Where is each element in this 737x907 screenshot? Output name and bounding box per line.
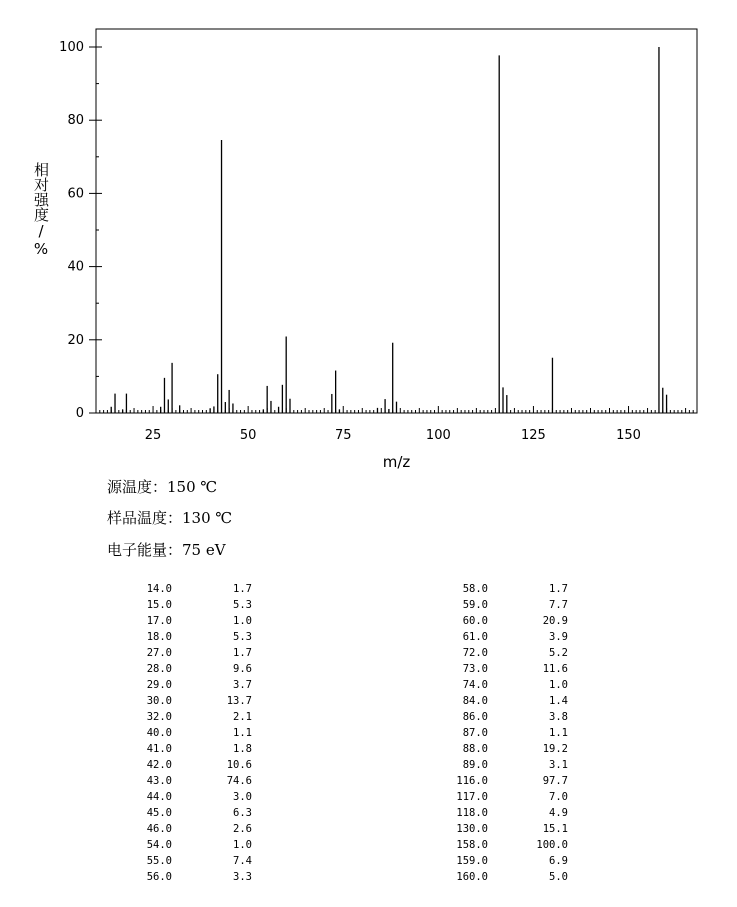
peak-mz: 43.0 (146, 775, 172, 787)
peak-abundance: 5.2 (549, 647, 568, 659)
peak-abundance: 1.7 (549, 583, 568, 595)
peak-abundance: 3.7 (233, 679, 252, 691)
sample-temperature: 样品温度：130 ℃ (107, 509, 233, 527)
peak-mz: 84.0 (462, 695, 488, 707)
peak-mz: 55.0 (146, 855, 172, 867)
peak-abundance: 7.4 (233, 855, 252, 867)
peak-mz: 158.0 (456, 839, 488, 851)
peak-abundance: 20.9 (542, 615, 568, 627)
peak-mz: 116.0 (456, 775, 488, 787)
peak-mz: 29.0 (146, 679, 172, 691)
peak-mz: 28.0 (146, 663, 172, 675)
y-tick-label: 0 (75, 406, 84, 421)
peak-mz: 130.0 (456, 823, 488, 835)
y-tick-label: 60 (67, 186, 84, 202)
peak-mz: 56.0 (146, 871, 172, 883)
y-tick-label: 40 (67, 259, 84, 275)
y-tick-label: 100 (59, 40, 84, 55)
peak-mz: 160.0 (456, 871, 488, 883)
peak-abundance: 11.6 (542, 663, 568, 675)
peak-mz: 60.0 (462, 615, 488, 627)
peak-abundance: 1.1 (233, 727, 252, 739)
peak-abundance: 6.3 (233, 807, 252, 819)
peak-mz: 87.0 (462, 727, 488, 739)
peak-abundance: 7.0 (549, 791, 568, 803)
peak-abundance: 97.7 (542, 775, 568, 787)
peak-mz: 40.0 (146, 727, 172, 739)
source-temperature: 源温度：150 ℃ (107, 478, 218, 496)
peak-mz: 118.0 (456, 807, 488, 819)
x-tick-label: 150 (616, 428, 641, 443)
peak-mz: 58.0 (462, 583, 488, 595)
peak-mz: 15.0 (146, 599, 172, 611)
electron-energy: 电子能量：75 eV (107, 541, 226, 559)
peak-abundance: 9.6 (233, 663, 252, 675)
y-axis-label: 相对强度/% (32, 162, 50, 258)
peak-abundance: 19.2 (542, 743, 568, 755)
peak-mz: 17.0 (146, 615, 172, 627)
peak-mz: 42.0 (146, 759, 172, 771)
peak-abundance: 2.1 (233, 711, 252, 723)
peak-abundance: 1.0 (549, 679, 568, 691)
peak-abundance: 100.0 (536, 839, 568, 851)
peak-mz: 59.0 (462, 599, 488, 611)
x-tick-label: 100 (425, 428, 451, 443)
x-tick-label: 125 (521, 428, 546, 443)
y-tick-label: 80 (67, 113, 84, 129)
peak-mz: 72.0 (462, 647, 488, 659)
peak-mz: 32.0 (146, 711, 172, 723)
peak-abundance: 13.7 (226, 695, 252, 707)
peak-mz: 44.0 (146, 791, 172, 803)
peak-mz: 14.0 (146, 583, 172, 595)
peak-abundance: 1.0 (233, 839, 252, 851)
peak-mz: 61.0 (462, 631, 488, 643)
peak-abundance: 10.6 (226, 759, 252, 771)
peak-abundance: 74.6 (226, 775, 252, 787)
peak-abundance: 3.3 (233, 871, 252, 883)
peak-mz: 88.0 (462, 743, 488, 755)
peak-mz: 54.0 (146, 839, 172, 851)
peak-abundance: 3.0 (233, 791, 252, 803)
peak-mz: 41.0 (146, 743, 172, 755)
peak-abundance: 3.1 (549, 759, 568, 771)
x-tick-label: 25 (144, 428, 162, 443)
x-axis-label: m/z (382, 453, 411, 471)
peak-mz: 86.0 (462, 711, 488, 723)
peak-abundance: 1.7 (233, 583, 252, 595)
peak-mz: 117.0 (456, 791, 488, 803)
x-tick-label: 75 (334, 428, 352, 443)
peak-abundance: 4.9 (549, 807, 568, 819)
peak-abundance: 1.8 (233, 743, 252, 755)
peak-abundance: 5.3 (233, 631, 252, 643)
peak-abundance: 5.0 (549, 871, 568, 883)
y-tick-label: 20 (67, 332, 84, 348)
peak-mz: 74.0 (462, 679, 488, 691)
peak-abundance: 3.8 (549, 711, 568, 723)
peak-abundance: 1.1 (549, 727, 568, 739)
peak-abundance: 7.7 (549, 599, 568, 611)
peak-abundance: 2.6 (233, 823, 252, 835)
peak-abundance: 3.9 (549, 631, 568, 643)
peak-mz: 73.0 (462, 663, 488, 675)
peak-abundance: 1.0 (233, 615, 252, 627)
peak-mz: 46.0 (146, 823, 172, 835)
peak-mz: 159.0 (456, 855, 488, 867)
peak-abundance: 5.3 (233, 599, 252, 611)
peak-abundance: 1.4 (549, 695, 568, 707)
x-tick-label: 50 (239, 428, 257, 443)
peak-abundance: 15.1 (542, 823, 568, 835)
plot-frame (96, 29, 697, 413)
peak-mz: 45.0 (146, 807, 172, 819)
peak-mz: 27.0 (146, 647, 172, 659)
peak-abundance: 1.7 (233, 647, 252, 659)
peak-mz: 30.0 (146, 695, 172, 707)
peak-mz: 89.0 (462, 759, 488, 771)
peak-abundance: 6.9 (549, 855, 568, 867)
peak-mz: 18.0 (146, 631, 172, 643)
